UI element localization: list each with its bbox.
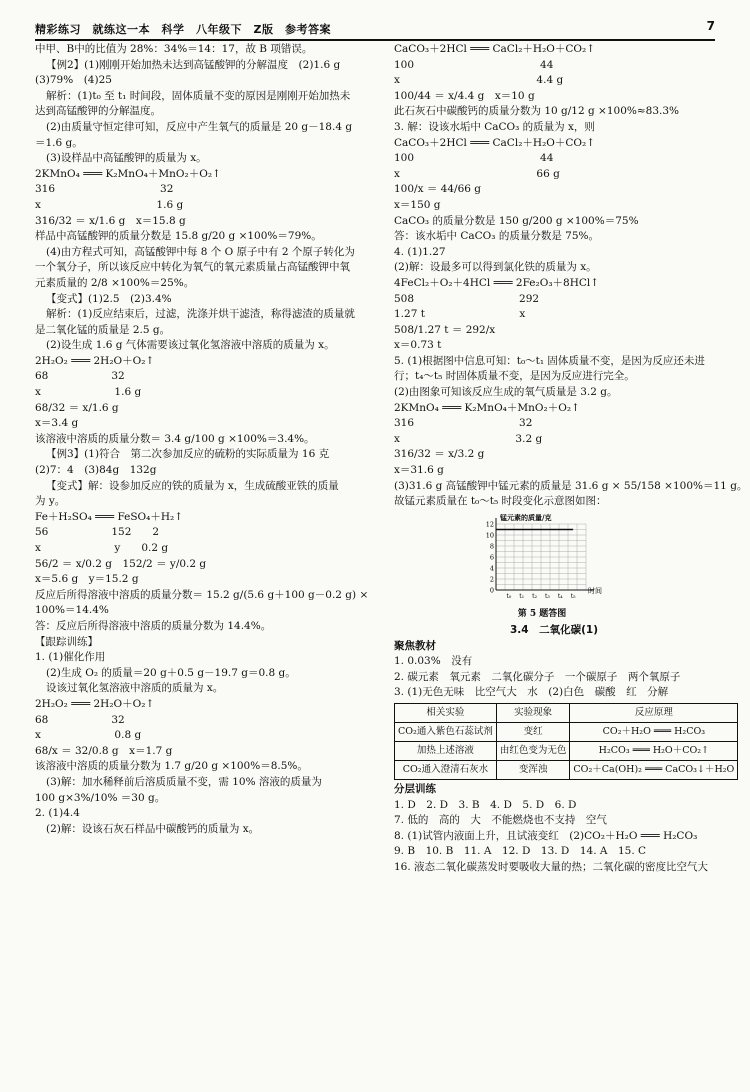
left-line: 316/32 ＝ x/1.6 g x＝15.8 g bbox=[35, 214, 186, 227]
right_after-line: 2. 碳元素 氧元素 二氧化碳分子 一个碳原子 两个氧原子 bbox=[394, 670, 681, 683]
left-line: (2)7：4 (3)84g 132g bbox=[35, 464, 157, 477]
left-line: x 1.6 g bbox=[35, 386, 142, 399]
right_after-line: 1. 0.03% 没有 bbox=[394, 655, 473, 668]
left-line: Fe＋H₂SO₄ ═══ FeSO₄＋H₂↑ bbox=[35, 510, 184, 523]
x-tick-label: t₃ bbox=[545, 592, 550, 600]
left-line: 为 y。 bbox=[35, 495, 66, 508]
y-tick-label: 4 bbox=[489, 564, 494, 573]
table-header: 实验现象 bbox=[496, 703, 570, 722]
x-tick-label: t₅ bbox=[570, 592, 576, 600]
y-tick-label: 2 bbox=[489, 575, 494, 584]
left-line: x＝5.6 g y＝15.2 g bbox=[35, 573, 139, 586]
right_end-line: 1. D 2. D 3. B 4. D 5. D 6. D bbox=[394, 798, 577, 811]
table-cell: 加热上述溶液 bbox=[395, 741, 497, 760]
table-row bbox=[395, 760, 738, 779]
table-row bbox=[395, 741, 738, 760]
x-tick-label: t₁ bbox=[519, 592, 525, 600]
right-line: 此石灰石中碳酸钙的质量分数为 10 g/12 g ×100%≈83.3% bbox=[394, 105, 680, 118]
left-line: 设该过氧化氢溶液中溶质的质量为 x。 bbox=[46, 682, 224, 695]
left-line: 100%＝14.4% bbox=[35, 604, 109, 617]
experiment-table bbox=[394, 703, 738, 780]
right_end-line: 16. 液态二氧化碳蒸发时要吸收大量的热；二氧化碳的密度比空气大 bbox=[394, 860, 709, 873]
right_after-line: 3. (1)无色无味 比空气大 水 (2)白色 碳酸 红 分解 bbox=[394, 686, 669, 699]
left-line: 1. (1)催化作用 bbox=[35, 651, 106, 664]
left-line: 68 32 bbox=[35, 370, 125, 383]
right-column bbox=[394, 42, 748, 876]
right_end-line: 9. B 10. B 11. A 12. D 13. D 14. A 15. C bbox=[394, 845, 647, 858]
left-line: 2H₂O₂ ═══ 2H₂O＋O₂↑ bbox=[35, 354, 155, 367]
right-line: 4. (1)1.27 bbox=[394, 245, 446, 258]
left-line: 68 32 bbox=[35, 713, 125, 726]
table-cell: CO₂通入紫色石蕊试剂 bbox=[395, 722, 497, 741]
left-line: 68/x ＝ 32/0.8 g x＝1.7 g bbox=[35, 744, 173, 757]
right-line: 1.27 t x bbox=[394, 308, 526, 321]
chart-svg bbox=[482, 512, 602, 602]
table-header: 反应原理 bbox=[570, 703, 738, 722]
left-line: (3)79% (4)25 bbox=[35, 74, 112, 87]
right-line: 316 32 bbox=[394, 417, 533, 430]
left-line: (2)由质量守恒定律可知，反应中产生氧气的质量是 20 g－18.4 g bbox=[46, 120, 353, 133]
right_end-line: 8. (1)试管内液面上升，且试液变红 (2)CO₂＋H₂O ═══ H₂CO₃ bbox=[394, 829, 698, 842]
left-line: (3)解：加水稀释前后溶质质量不变，需 10% 溶液的质量为 bbox=[46, 775, 322, 788]
right-line: CaCO₃＋2HCl ═══ CaCl₂＋H₂O＋CO₂↑ bbox=[394, 136, 596, 149]
left-line: 【跟踪训练】 bbox=[35, 635, 98, 648]
left-line: 中甲、B中的比值为 28%：34%＝14：17，故 B 项错误。 bbox=[35, 43, 313, 55]
y-tick-label: 12 bbox=[485, 520, 494, 529]
left-line: (2)生成 O₂ 的质量＝20 g＋0.5 g－19.7 g＝0.8 g。 bbox=[46, 666, 296, 679]
left-line: x 1.6 g bbox=[35, 198, 184, 211]
left-line: 一个氧分子，所以该反应中转化为氧气的氧元素质量占高锰酸钾中氧 bbox=[35, 261, 350, 274]
table-cell: 变浑浊 bbox=[496, 760, 570, 779]
left-line: 是二氧化锰的质量是 2.5 g。 bbox=[35, 323, 171, 336]
left-line: 2KMnO₄ ═══ K₂MnO₄＋MnO₂＋O₂↑ bbox=[35, 167, 221, 180]
left-line: 反应后所得溶液中溶质的质量分数＝ 15.2 g/(5.6 g＋100 g－0.2 g) × bbox=[35, 588, 369, 601]
y-tick-label: 0 bbox=[489, 586, 494, 595]
right-line: 100 44 bbox=[394, 58, 554, 71]
left-line: 68/32 ＝ x/1.6 g bbox=[35, 401, 119, 414]
right-line: 3. 解：设该水垢中 CaCO₃ 的质量为 x，则 bbox=[394, 120, 595, 133]
right-line: x＝150 g bbox=[394, 198, 441, 211]
right-line: 故锰元素质量在 t₀～t₅ 时段变化示意图如图： bbox=[394, 495, 607, 508]
right_end-line: 分层训练 bbox=[394, 782, 436, 795]
left-line: 该溶液中溶质的质量分数为 1.7 g/20 g ×100%＝8.5%。 bbox=[35, 760, 308, 773]
manganese-mass-chart bbox=[482, 512, 714, 623]
left-line: 100 g×3%/10% ＝30 g。 bbox=[35, 791, 166, 804]
right-line: x＝0.73 t bbox=[394, 339, 442, 352]
x-tick-label: t₀ bbox=[506, 592, 512, 600]
right-line: (2)由图象可知该反应生成的氧气质量是 3.2 g。 bbox=[394, 386, 618, 399]
right-line: 100/x ＝ 44/66 g bbox=[394, 183, 481, 196]
table-cell: 变红 bbox=[496, 722, 570, 741]
left-line: (4)由方程式可知，高锰酸钾中每 8 个 O 原子中有 2 个原子转化为 bbox=[46, 245, 355, 258]
left-line: 【例2】(1)刚刚开始加热未达到高锰酸钾的分解温度 (2)1.6 g bbox=[46, 58, 341, 71]
right-line: x 66 g bbox=[394, 167, 560, 180]
right-line: 2KMnO₄ ═══ K₂MnO₄＋MnO₂＋O₂↑ bbox=[394, 401, 580, 414]
header-title: 精彩练习 就练这一本 科学 八年级下 Z版 参考答案 bbox=[35, 23, 331, 36]
x-tick-label: t₄ bbox=[557, 592, 563, 600]
left-line: 316 32 bbox=[35, 183, 174, 196]
left-line: x＝3.4 g bbox=[35, 417, 79, 430]
left-line: 【变式】解：设参加反应的铁的质量为 x，生成硫酸亚铁的质量 bbox=[46, 479, 339, 492]
left-line: ＝1.6 g。 bbox=[35, 136, 83, 149]
right-line: 508 292 bbox=[394, 292, 540, 305]
left-line: 2. (1)4.4 bbox=[35, 807, 80, 820]
page-number: 7 bbox=[706, 19, 715, 33]
table-cell: CO₂＋H₂O ═══ H₂CO₃ bbox=[570, 722, 738, 741]
left-line: x y 0.2 g bbox=[35, 542, 169, 554]
left-line: (2)解：设该石灰石样品中碳酸钙的质量为 x。 bbox=[46, 822, 260, 835]
y-tick-label: 8 bbox=[489, 542, 494, 551]
right-line: x 3.2 g bbox=[394, 432, 543, 445]
right-line: 508/1.27 t ＝ 292/x bbox=[394, 323, 496, 336]
right_end-line: 7. 低的 高的 大 不能燃烧也不支持 空气 bbox=[394, 814, 607, 827]
left-line: 【变式】(1)2.5 (2)3.4% bbox=[46, 292, 172, 305]
right-line: 100/44 ＝ x/4.4 g x＝10 g bbox=[394, 89, 535, 102]
right-line: (3)31.6 g 高锰酸钾中锰元素的质量是 31.6 g × 55/158 ×100%＝11 g。 bbox=[394, 479, 748, 492]
right-line: CaCO₃ 的质量分数是 150 g/200 g ×100%＝75% bbox=[394, 214, 639, 227]
left-line: 样品中高锰酸钾的质量分数是 15.8 g/20 g ×100%＝79%。 bbox=[35, 230, 322, 243]
left-line: (2)设生成 1.6 g 气体需要该过氧化氢溶液中溶质的质量为 x。 bbox=[46, 339, 335, 352]
right-line: 答：该水垢中 CaCO₃ 的质量分数是 75%。 bbox=[394, 230, 599, 243]
table-row bbox=[395, 722, 738, 741]
right_after-line: 聚焦教材 bbox=[394, 639, 436, 652]
left-line: 该溶液中溶质的质量分数＝ 3.4 g/100 g ×100%＝3.4%。 bbox=[35, 432, 315, 445]
table-cell: 由红色变为无色 bbox=[496, 741, 570, 760]
right_after-line: 3.4 二氧化碳(1) bbox=[509, 624, 598, 636]
right-line: 5. (1)根据图中信息可知：t₀～t₁ 固体质量不变，是因为反应还未进 bbox=[394, 354, 705, 367]
right-line: x＝31.6 g bbox=[394, 464, 444, 477]
page-header bbox=[35, 17, 715, 41]
left-line: 56/2 ＝ x/0.2 g 152/2 ＝ y/0.2 g bbox=[35, 557, 207, 570]
chart-title: 锰元素的质量/克 bbox=[500, 512, 552, 522]
table-header: 相关实验 bbox=[395, 703, 497, 722]
table-cell: CO₂＋Ca(OH)₂ ═══ CaCO₃↓＋H₂O bbox=[570, 760, 738, 779]
right-line: (2)解：设最多可以得到氯化铁的质量为 x。 bbox=[394, 261, 597, 274]
right-line: 316/32 ＝ x/3.2 g bbox=[394, 448, 485, 461]
left-line: 【例3】(1)符合 第二次参加反应的硫粉的实际质量为 16 克 bbox=[46, 448, 330, 461]
right-line: x 4.4 g bbox=[394, 74, 564, 87]
y-tick-label: 6 bbox=[489, 553, 494, 562]
right-line: 100 44 bbox=[394, 152, 554, 165]
x-tick-label: t₂ bbox=[532, 592, 537, 600]
chart-caption: 第 5 题答图 bbox=[517, 609, 567, 620]
right-line: 行；t₄～t₅ 时固体质量不变，是因为反应进行完全。 bbox=[394, 370, 635, 383]
left-line: 元素质量的 2/8 ×100%＝25%。 bbox=[35, 276, 195, 289]
table-cell: H₂CO₃ ═══ H₂O＋CO₂↑ bbox=[570, 741, 738, 760]
x-axis-label: 时间 bbox=[588, 586, 602, 595]
left-line: 2H₂O₂ ═══ 2H₂O＋O₂↑ bbox=[35, 697, 155, 710]
right-line: CaCO₃＋2HCl ═══ CaCl₂＋H₂O＋CO₂↑ bbox=[394, 43, 596, 55]
left-line: (3)设样品中高锰酸钾的质量为 x。 bbox=[46, 152, 207, 165]
left-line: 解析：(1)t₀ 至 t₁ 时间段，固体质量不变的原因是刚刚开始加热未 bbox=[46, 89, 351, 102]
left-line: 答：反应后所得溶液中溶质的质量分数为 14.4%。 bbox=[35, 619, 272, 632]
left-line: 56 152 2 bbox=[35, 526, 160, 539]
left-line: 解析：(1)反应结束后，过滤，洗涤并烘干滤渣，称得滤渣的质量就 bbox=[46, 308, 355, 321]
left-line: 达到高锰酸钾的分解温度。 bbox=[35, 105, 161, 118]
left-column bbox=[35, 42, 375, 837]
left-line: x 0.8 g bbox=[35, 729, 142, 742]
y-tick-label: 10 bbox=[485, 531, 494, 540]
right-line: 4FeCl₂＋O₂＋4HCl ═══ 2Fe₂O₃＋8HCl↑ bbox=[394, 276, 600, 289]
table-cell: CO₂通入澄清石灰水 bbox=[395, 760, 497, 779]
